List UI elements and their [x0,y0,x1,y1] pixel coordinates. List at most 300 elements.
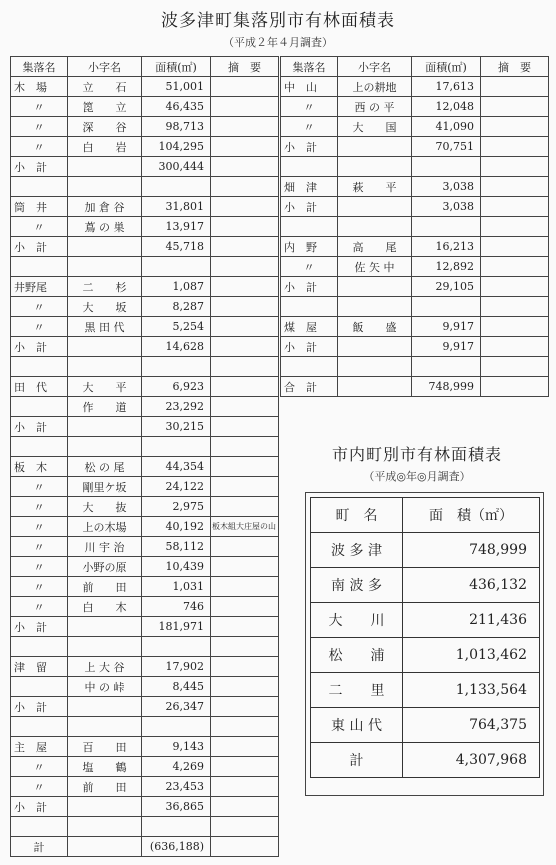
left-table-remarks-cell [211,557,279,577]
city-table-header-cell: 面 積（㎡） [403,498,540,533]
right-table-subdistrict-name-cell: 上の耕地 [338,77,412,97]
right-table-remarks-cell [481,197,549,217]
left-table-subdistrict-name-cell [68,337,142,357]
right-table-row [281,217,549,237]
town-area-cell: 211,436 [403,603,540,638]
right-table-area-value-cell: 29,105 [412,277,481,297]
left-table-row [11,577,279,597]
left-table-settlement-name-cell: 木 場 [11,77,68,97]
left-table-subdistrict-name-cell: 前 田 [68,777,142,797]
left-table-area-value-cell: 51,001 [142,77,211,97]
left-table-remarks-cell [211,497,279,517]
left-table-area-value-cell: 1,031 [142,577,211,597]
right-table-remarks-cell [481,357,549,377]
town-area-cell: 436,132 [403,568,540,603]
city-table-row [311,568,540,603]
left-table-area-value-cell: 45,718 [142,237,211,257]
left-table-header-cell: 集落名 [11,57,68,77]
right-table-remarks-cell [481,337,549,357]
left-table-subdistrict-name-cell: 黒 田 代 [68,317,142,337]
left-table-subdistrict-name-cell [68,697,142,717]
left-table-remarks-cell [211,257,279,277]
right-table-row [281,97,549,117]
left-table-subdistrict-name-cell [68,357,142,377]
city-table-row [311,638,540,673]
left-table-area-value-cell: 181,971 [142,617,211,637]
right-table-area-value-cell: 3,038 [412,177,481,197]
left-table-remarks-cell [211,177,279,197]
left-table-subdistrict-name-cell: 川 宇 治 [68,537,142,557]
left-table-subdistrict-name-cell: 箆 立 [68,97,142,117]
left-table-remarks-cell [211,417,279,437]
left-table-row [11,417,279,437]
right-table-area-value-cell [412,157,481,177]
town-name-cell: 波 多 津 [311,533,403,568]
right-table-row [281,337,549,357]
left-table-settlement-name-cell: 〃 [11,137,68,157]
right-table-settlement-name-cell [281,157,338,177]
left-table-subdistrict-name-cell: 作 道 [68,397,142,417]
left-table-area-value-cell [142,437,211,457]
left-table-area-value-cell: 24,122 [142,477,211,497]
left-table-subdistrict-name-cell: 前 田 [68,577,142,597]
left-table-settlement-name-cell [11,677,68,697]
left-table-area-value-cell: 104,295 [142,137,211,157]
right-table-row [281,77,549,97]
right-table-remarks-cell [481,97,549,117]
right-table-remarks-cell [481,137,549,157]
right-table-area-value-cell [412,357,481,377]
right-table-settlement-name-cell: 小 計 [281,277,338,297]
right-table-settlement-name-cell: 煤 屋 [281,317,338,337]
left-table-settlement-name-cell: 〃 [11,297,68,317]
left-table-remarks-cell [211,137,279,157]
left-table-subdistrict-name-cell [68,617,142,637]
left-table-remarks-cell [211,777,279,797]
left-table-area-value-cell: 98,713 [142,117,211,137]
left-table-settlement-name-cell: 小 計 [11,237,68,257]
left-table-area-value-cell [142,357,211,377]
left-table-header-cell: 摘 要 [211,57,279,77]
right-table-settlement-name-cell [281,297,338,317]
left-table-row [11,377,279,397]
left-table-settlement-name-cell: 〃 [11,497,68,517]
left-table-row [11,497,279,517]
right-table-header-cell: 集落名 [281,57,338,77]
left-table-remarks-cell [211,657,279,677]
city-table-row [311,673,540,708]
right-table-subdistrict-name-cell: 高 尾 [338,237,412,257]
left-table-remarks-cell [211,77,279,97]
left-table-area-value-cell: (636,188) [142,837,211,857]
left-table-settlement-name-cell: 〃 [11,577,68,597]
left-table-settlement-name-cell: 〃 [11,597,68,617]
right-table-row [281,117,549,137]
left-table-settlement-name-cell: 小 計 [11,157,68,177]
right-table-header-cell: 面積(㎡) [412,57,481,77]
left-table-remarks-cell [211,317,279,337]
left-table-area-value-cell: 4,269 [142,757,211,777]
left-table-header-cell: 小字名 [68,57,142,77]
right-table-subdistrict-name-cell: 大 国 [338,117,412,137]
left-table-area-value-cell [142,637,211,657]
right-table-remarks-cell [481,277,549,297]
right-table-area-value-cell: 41,090 [412,117,481,137]
left-table-subdistrict-name-cell: 大 坂 [68,297,142,317]
left-table-settlement-name-cell: 小 計 [11,697,68,717]
left-table-row [11,317,279,337]
left-table-remarks-cell [211,757,279,777]
city-table-header-cell: 町 名 [311,498,403,533]
right-table-subdistrict-name-cell [338,297,412,317]
town-name-cell: 南 波 多 [311,568,403,603]
right-table-remarks-cell [481,317,549,337]
left-table-area-value-cell [142,177,211,197]
left-table-area-value-cell: 9,143 [142,737,211,757]
right-table-remarks-cell [481,177,549,197]
left-table-subdistrict-name-cell: 大 抜 [68,497,142,517]
right-table-area-value-cell: 16,213 [412,237,481,257]
left-table-row [11,797,279,817]
left-table-subdistrict-name-cell: 大 平 [68,377,142,397]
left-table-settlement-name-cell: 小 計 [11,617,68,637]
left-table-area-value-cell [142,717,211,737]
left-table-subdistrict-name-cell [68,797,142,817]
right-table-remarks-cell [481,297,549,317]
left-table-area-value-cell: 13,917 [142,217,211,237]
left-table-settlement-name-cell: 〃 [11,557,68,577]
left-table-subdistrict-name-cell: 塩 鶴 [68,757,142,777]
left-table-settlement-name-cell: 小 計 [11,417,68,437]
left-table-remarks-cell [211,717,279,737]
right-table-area-value-cell: 70,751 [412,137,481,157]
town-name-cell: 計 [311,743,403,778]
right-table-area-value-cell: 9,917 [412,317,481,337]
left-table-settlement-name-cell: 筒 井 [11,197,68,217]
left-table-row [11,197,279,217]
right-table-settlement-name-cell: 中 山 [281,77,338,97]
left-forest-area-table [10,56,279,857]
left-table-area-value-cell: 8,287 [142,297,211,317]
left-table-remarks-cell [211,617,279,637]
right-table-area-value-cell: 3,038 [412,197,481,217]
left-table-settlement-name-cell [11,397,68,417]
left-table-area-value-cell: 46,435 [142,97,211,117]
left-table-row [11,677,279,697]
city-table-header-row [311,498,540,533]
right-table-subdistrict-name-cell: 佐 矢 中 [338,257,412,277]
left-table-area-value-cell: 23,292 [142,397,211,417]
second-subtitle: （平成◎年◎月調査） [363,470,471,483]
left-table-settlement-name-cell: 津 留 [11,657,68,677]
left-table-row [11,837,279,857]
left-table-row [11,777,279,797]
right-table-subdistrict-name-cell [338,217,412,237]
left-table-remarks-cell [211,437,279,457]
city-table-row [311,708,540,743]
left-table-row [11,217,279,237]
city-forest-area-table [310,497,540,778]
left-table-remarks-cell [211,597,279,617]
left-table-row [11,737,279,757]
right-table-remarks-cell [481,377,549,397]
town-name-cell: 東 山 代 [311,708,403,743]
left-table-subdistrict-name-cell: 小野の原 [68,557,142,577]
town-area-cell: 764,375 [403,708,540,743]
left-table-settlement-name-cell [11,357,68,377]
left-table-area-value-cell: 36,865 [142,797,211,817]
left-table-row [11,477,279,497]
left-table-remarks-cell [211,357,279,377]
left-table-row [11,597,279,617]
right-table-subdistrict-name-cell [338,357,412,377]
left-table-area-value-cell: 300,444 [142,157,211,177]
right-table-settlement-name-cell: 小 計 [281,137,338,157]
left-table-settlement-name-cell [11,637,68,657]
left-table-row [11,297,279,317]
town-area-cell: 4,307,968 [403,743,540,778]
right-table-subdistrict-name-cell [338,277,412,297]
left-table-area-value-cell: 6,923 [142,377,211,397]
left-table-settlement-name-cell: 〃 [11,757,68,777]
town-area-cell: 748,999 [403,533,540,568]
right-table-row [281,357,549,377]
town-name-cell: 大 川 [311,603,403,638]
left-table-subdistrict-name-cell [68,637,142,657]
left-table-remarks-cell [211,97,279,117]
left-table-settlement-name-cell: 〃 [11,477,68,497]
right-table-settlement-name-cell [281,357,338,377]
left-table-remarks-cell [211,837,279,857]
left-table-remarks-cell [211,337,279,357]
right-table-area-value-cell [412,217,481,237]
left-table-area-value-cell: 1,087 [142,277,211,297]
left-table-settlement-name-cell [11,257,68,277]
left-table-area-value-cell: 30,215 [142,417,211,437]
right-table-area-value-cell: 748,999 [412,377,481,397]
left-table-row [11,117,279,137]
right-table-remarks-cell [481,117,549,137]
right-table-subdistrict-name-cell [338,337,412,357]
right-table-remarks-cell [481,237,549,257]
left-table-subdistrict-name-cell: 百 田 [68,737,142,757]
left-table-subdistrict-name-cell: 剛里ケ坂 [68,477,142,497]
left-table-area-value-cell: 31,801 [142,197,211,217]
left-table-subdistrict-name-cell: 白 木 [68,597,142,617]
left-table-remarks-cell [211,797,279,817]
left-table-row [11,157,279,177]
town-name-cell: 松 浦 [311,638,403,673]
left-table-subdistrict-name-cell: 上 大 谷 [68,657,142,677]
left-table-area-value-cell: 746 [142,597,211,617]
left-table-subdistrict-name-cell: 二 杉 [68,277,142,297]
right-table-settlement-name-cell: 合 計 [281,377,338,397]
left-table-area-value-cell: 44,354 [142,457,211,477]
right-table-subdistrict-name-cell: 萩 平 [338,177,412,197]
left-table-subdistrict-name-cell: 中 の 峠 [68,677,142,697]
right-table-settlement-name-cell: 〃 [281,257,338,277]
right-table-remarks-cell [481,77,549,97]
left-table-row [11,97,279,117]
left-table-row [11,537,279,557]
left-table-row [11,637,279,657]
left-table-settlement-name-cell: 主 屋 [11,737,68,757]
left-table-area-value-cell [142,817,211,837]
left-table-subdistrict-name-cell: 上の木場 [68,517,142,537]
right-table-row [281,197,549,217]
left-table-row [11,657,279,677]
left-table-settlement-name-cell: 井野尾 [11,277,68,297]
second-title: 市内町別市有林面積表 [331,445,502,464]
left-table-row [11,357,279,377]
left-table-area-value-cell: 58,112 [142,537,211,557]
left-table-settlement-name-cell: 板 木 [11,457,68,477]
left-table-settlement-name-cell [11,817,68,837]
right-table-row [281,377,549,397]
right-table-subdistrict-name-cell [338,197,412,217]
right-table-settlement-name-cell: 内 野 [281,237,338,257]
left-table-row [11,437,279,457]
right-table-header-row [281,57,549,77]
left-table-remarks-cell [211,197,279,217]
left-table-settlement-name-cell: 小 計 [11,337,68,357]
left-table-remarks-cell [211,537,279,557]
left-table-subdistrict-name-cell: 松 の 尾 [68,457,142,477]
left-table-remarks-cell [211,737,279,757]
left-table-row [11,757,279,777]
right-forest-area-table [280,56,549,397]
left-table-remarks-cell [211,377,279,397]
left-table-subdistrict-name-cell [68,237,142,257]
left-table-subdistrict-name-cell: 立 石 [68,77,142,97]
right-table-area-value-cell: 12,892 [412,257,481,277]
town-area-cell: 1,013,462 [403,638,540,673]
left-table-settlement-name-cell: 〃 [11,317,68,337]
left-table-settlement-name-cell: 〃 [11,117,68,137]
left-table-subdistrict-name-cell: 加 倉 谷 [68,197,142,217]
left-table-remarks-cell [211,217,279,237]
left-table-subdistrict-name-cell: 蔦 の 巣 [68,217,142,237]
left-table-area-value-cell [142,257,211,277]
left-table-area-value-cell: 40,192 [142,517,211,537]
left-table-row [11,517,279,537]
left-table-row [11,77,279,97]
left-table-row [11,137,279,157]
right-table-area-value-cell: 9,917 [412,337,481,357]
right-table-row [281,317,549,337]
right-table-area-value-cell [412,297,481,317]
left-table-settlement-name-cell: 〃 [11,517,68,537]
right-table-subdistrict-name-cell [338,157,412,177]
right-table-settlement-name-cell: 畑 津 [281,177,338,197]
left-table-settlement-name-cell [11,177,68,197]
left-table-row [11,457,279,477]
right-table-row [281,257,549,277]
left-table-header-cell: 面積(㎡) [142,57,211,77]
left-table-area-value-cell: 5,254 [142,317,211,337]
left-table-settlement-name-cell: 〃 [11,777,68,797]
right-table-remarks-cell [481,257,549,277]
left-table-subdistrict-name-cell [68,257,142,277]
left-table-remarks-cell [211,397,279,417]
right-table-area-value-cell: 17,613 [412,77,481,97]
right-table-remarks-cell [481,157,549,177]
right-table-settlement-name-cell: 小 計 [281,337,338,357]
left-table-settlement-name-cell [11,717,68,737]
left-table-subdistrict-name-cell [68,417,142,437]
left-table-row [11,557,279,577]
left-table-row [11,617,279,637]
left-table-subdistrict-name-cell [68,437,142,457]
left-table-area-value-cell: 26,347 [142,697,211,717]
right-table-header-cell: 小字名 [338,57,412,77]
right-table-subdistrict-name-cell: 西 の 平 [338,97,412,117]
left-table-settlement-name-cell: 田 代 [11,377,68,397]
right-table-row [281,137,549,157]
left-table-row [11,257,279,277]
left-table-remarks-cell [211,577,279,597]
right-table-row [281,237,549,257]
left-table-remarks-cell [211,677,279,697]
main-title: 波多津町集落別市有林面積表 [161,11,395,31]
left-table-header-row [11,57,279,77]
town-name-cell: 二 里 [311,673,403,708]
left-table-subdistrict-name-cell [68,177,142,197]
right-table-subdistrict-name-cell [338,377,412,397]
right-table-row [281,177,549,197]
left-table-settlement-name-cell [11,437,68,457]
main-subtitle: （平成２年４月調査） [223,36,333,49]
right-table-settlement-name-cell: 小 計 [281,197,338,217]
left-table-remarks-cell [211,157,279,177]
left-table-remarks-cell [211,697,279,717]
left-table-area-value-cell: 23,453 [142,777,211,797]
left-table-row [11,817,279,837]
town-area-cell: 1,133,564 [403,673,540,708]
left-table-area-value-cell: 17,902 [142,657,211,677]
left-table-area-value-cell: 8,445 [142,677,211,697]
left-table-remarks-cell [211,457,279,477]
left-table-row [11,697,279,717]
left-table-remarks-cell [211,297,279,317]
right-table-subdistrict-name-cell: 飯 盛 [338,317,412,337]
right-table-row [281,157,549,177]
left-table-row [11,337,279,357]
city-table-row [311,603,540,638]
left-table-subdistrict-name-cell: 白 岩 [68,137,142,157]
left-table-area-value-cell: 14,628 [142,337,211,357]
left-table-subdistrict-name-cell [68,157,142,177]
left-table-remarks-cell [211,277,279,297]
left-table-remarks-cell [211,237,279,257]
right-table-subdistrict-name-cell [338,137,412,157]
left-table-row [11,177,279,197]
left-table-area-value-cell: 10,439 [142,557,211,577]
right-table-settlement-name-cell [281,217,338,237]
left-table-settlement-name-cell: 〃 [11,97,68,117]
right-table-settlement-name-cell: 〃 [281,97,338,117]
left-table-settlement-name-cell: 計 [11,837,68,857]
right-table-row [281,297,549,317]
right-table-header-cell: 摘 要 [481,57,549,77]
left-table-subdistrict-name-cell [68,717,142,737]
left-table-row [11,717,279,737]
left-table-area-value-cell: 2,975 [142,497,211,517]
left-table-subdistrict-name-cell: 深 谷 [68,117,142,137]
left-table-remarks-cell [211,817,279,837]
left-table-settlement-name-cell: 〃 [11,217,68,237]
right-table-row [281,277,549,297]
